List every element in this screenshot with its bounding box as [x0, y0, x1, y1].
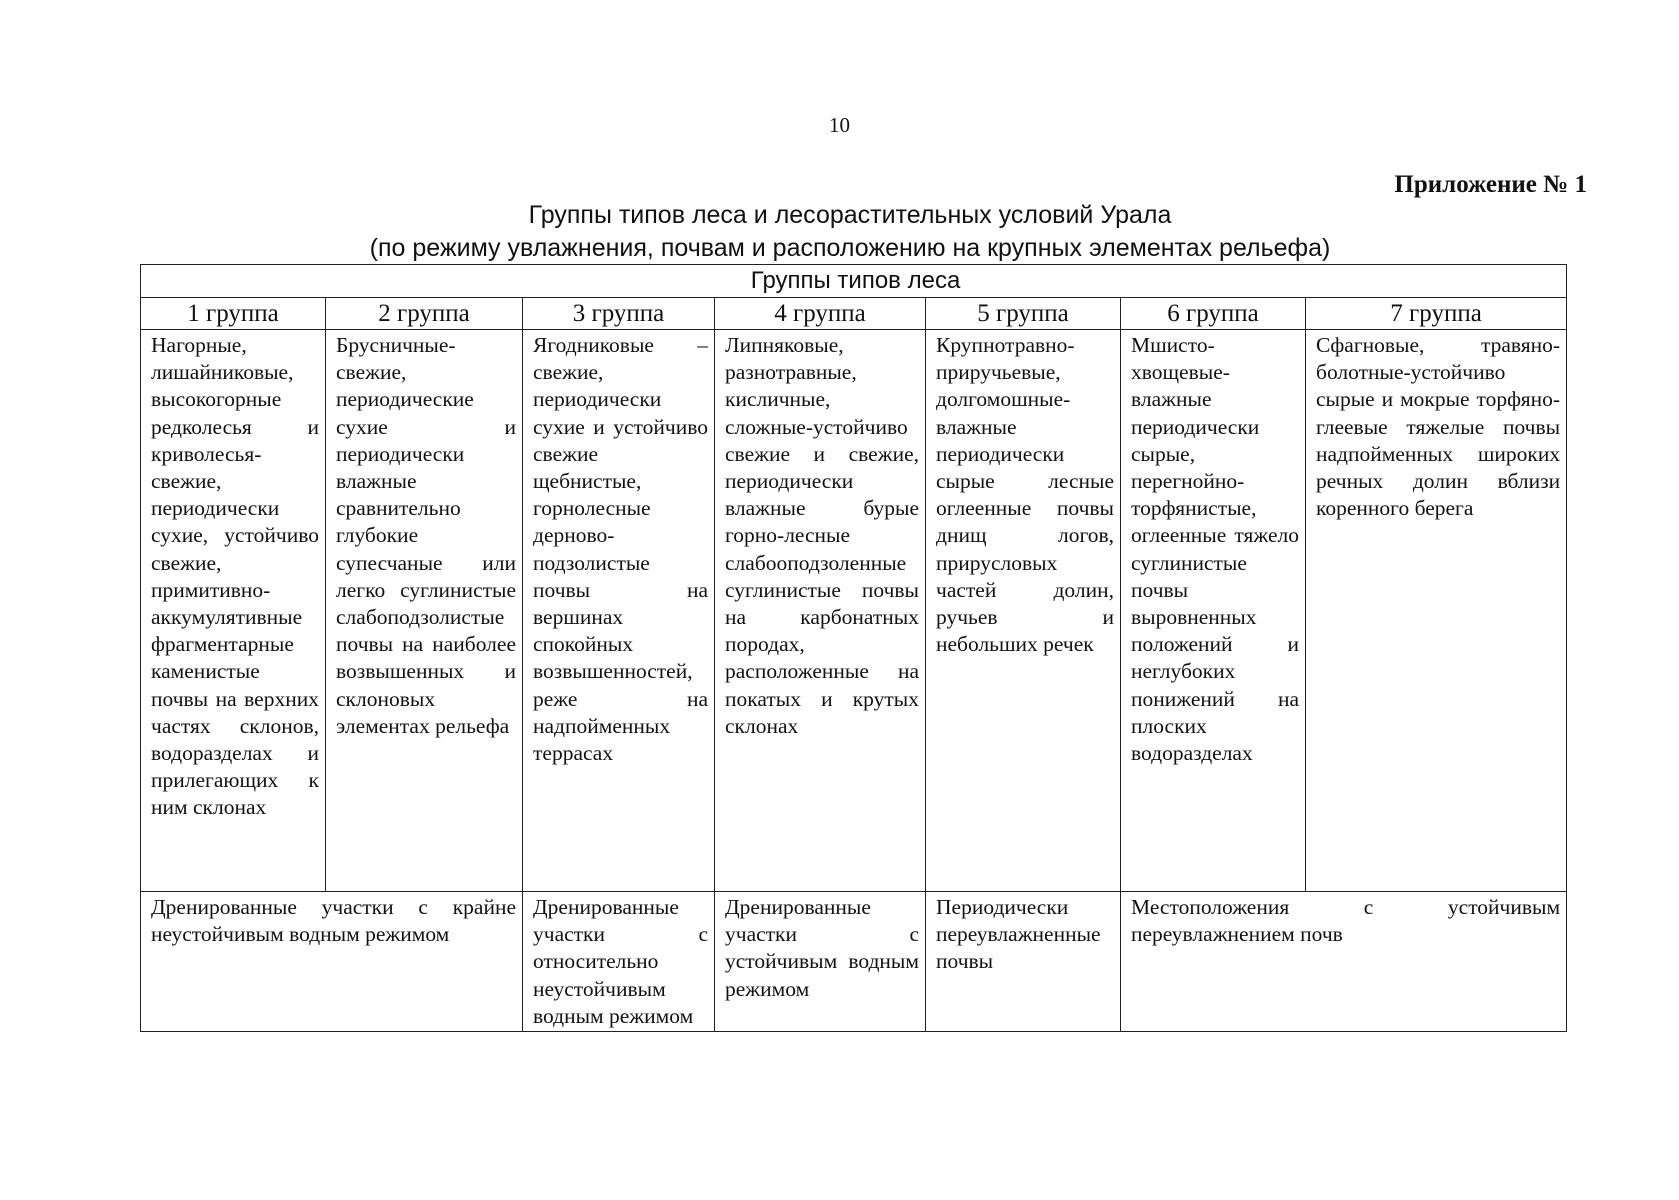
description-row [141, 330, 1567, 892]
group-header-row [141, 298, 1567, 330]
group-7-description: Сфагновые, травяно-болотные-устойчиво сырые и мокрые торфяно-глеевые тяжелые почвы надпойменных широких речных долин вблизи коренного берега [1306, 330, 1567, 892]
group-header-3: 3 группа [523, 298, 715, 330]
regime-group-4: Дренированные участки с устойчивым водным режимом [715, 892, 926, 1032]
group-header-7: 7 группа [1306, 298, 1567, 330]
group-3-description: Ягодниковые – свежие, периодически сухие и устойчиво свежие щебнистые, горнолесные дерново-подзолистые почвы на вершинах спокойных возвышенностей, реже на надпойменных террасах [523, 330, 715, 892]
group-header-4: 4 группа [715, 298, 926, 330]
group-5-description: Крупнотравно-приручьевые, долгомошные-влажные периодически сырые лесные оглеенные почвы днищ логов, прирусловых частей долин, ручьев и небольших речек [926, 330, 1121, 892]
group-1-description: Нагорные, лишайниковые, высокогорные редколесья и криволесья-свежие, периодически сухие, устойчиво свежие, примитивно-аккумулятивные фрагментарные каменистые почвы на верхних частях склонов, водоразделах и прилегающих к ним склонах [141, 330, 326, 892]
group-2-description: Брусничные-свежие, периодические сухие и периодически влажные сравнительно глубокие супесчаные или легко суглинистые слабоподзолистые почвы на наиболее возвышенных и склоновых элементах рельефа [326, 330, 523, 892]
appendix-label: Приложение № 1 [1394, 171, 1587, 198]
regime-groups-6-7: Местоположения с устойчивым переувлажнением почв [1121, 892, 1567, 1032]
group-header-6: 6 группа [1121, 298, 1306, 330]
forest-groups-table [140, 264, 1567, 1032]
table-header-row [141, 265, 1567, 298]
group-header-2: 2 группа [326, 298, 523, 330]
water-regime-row [141, 892, 1567, 1032]
regime-groups-1-2: Дренированные участки с крайне неустойчивым водным режимом [141, 892, 523, 1032]
document-title: Группы типов леса и лесорастительных условий Урала [528, 201, 1172, 229]
group-6-description: Мшисто-хвощевые-влажные периодически сырые, перегнойно-торфянистые, оглеенные тяжело суглинистые почвы выровненных положений и неглубоких понижений на плоских водоразделах [1121, 330, 1306, 892]
document-subtitle: (по режиму увлажнения, почвам и расположению на крупных элементах рельефа) [369, 234, 1331, 262]
table-header: Группы типов леса [141, 265, 1567, 298]
group-header-5: 5 группа [926, 298, 1121, 330]
group-header-1: 1 группа [141, 298, 326, 330]
regime-group-3: Дренированные участки с относительно неустойчивым водным режимом [523, 892, 715, 1032]
regime-group-5: Периодически переувлажненные почвы [926, 892, 1121, 1032]
page-number: 10 [829, 113, 850, 137]
group-4-description: Липняковые, разнотравные, кисличные, сложные-устойчиво свежие и свежие, периодически влажные бурые горно-лесные слабооподзоленные суглинистые почвы на карбонатных породах, расположенные на покатых и крутых склонах [715, 330, 926, 892]
